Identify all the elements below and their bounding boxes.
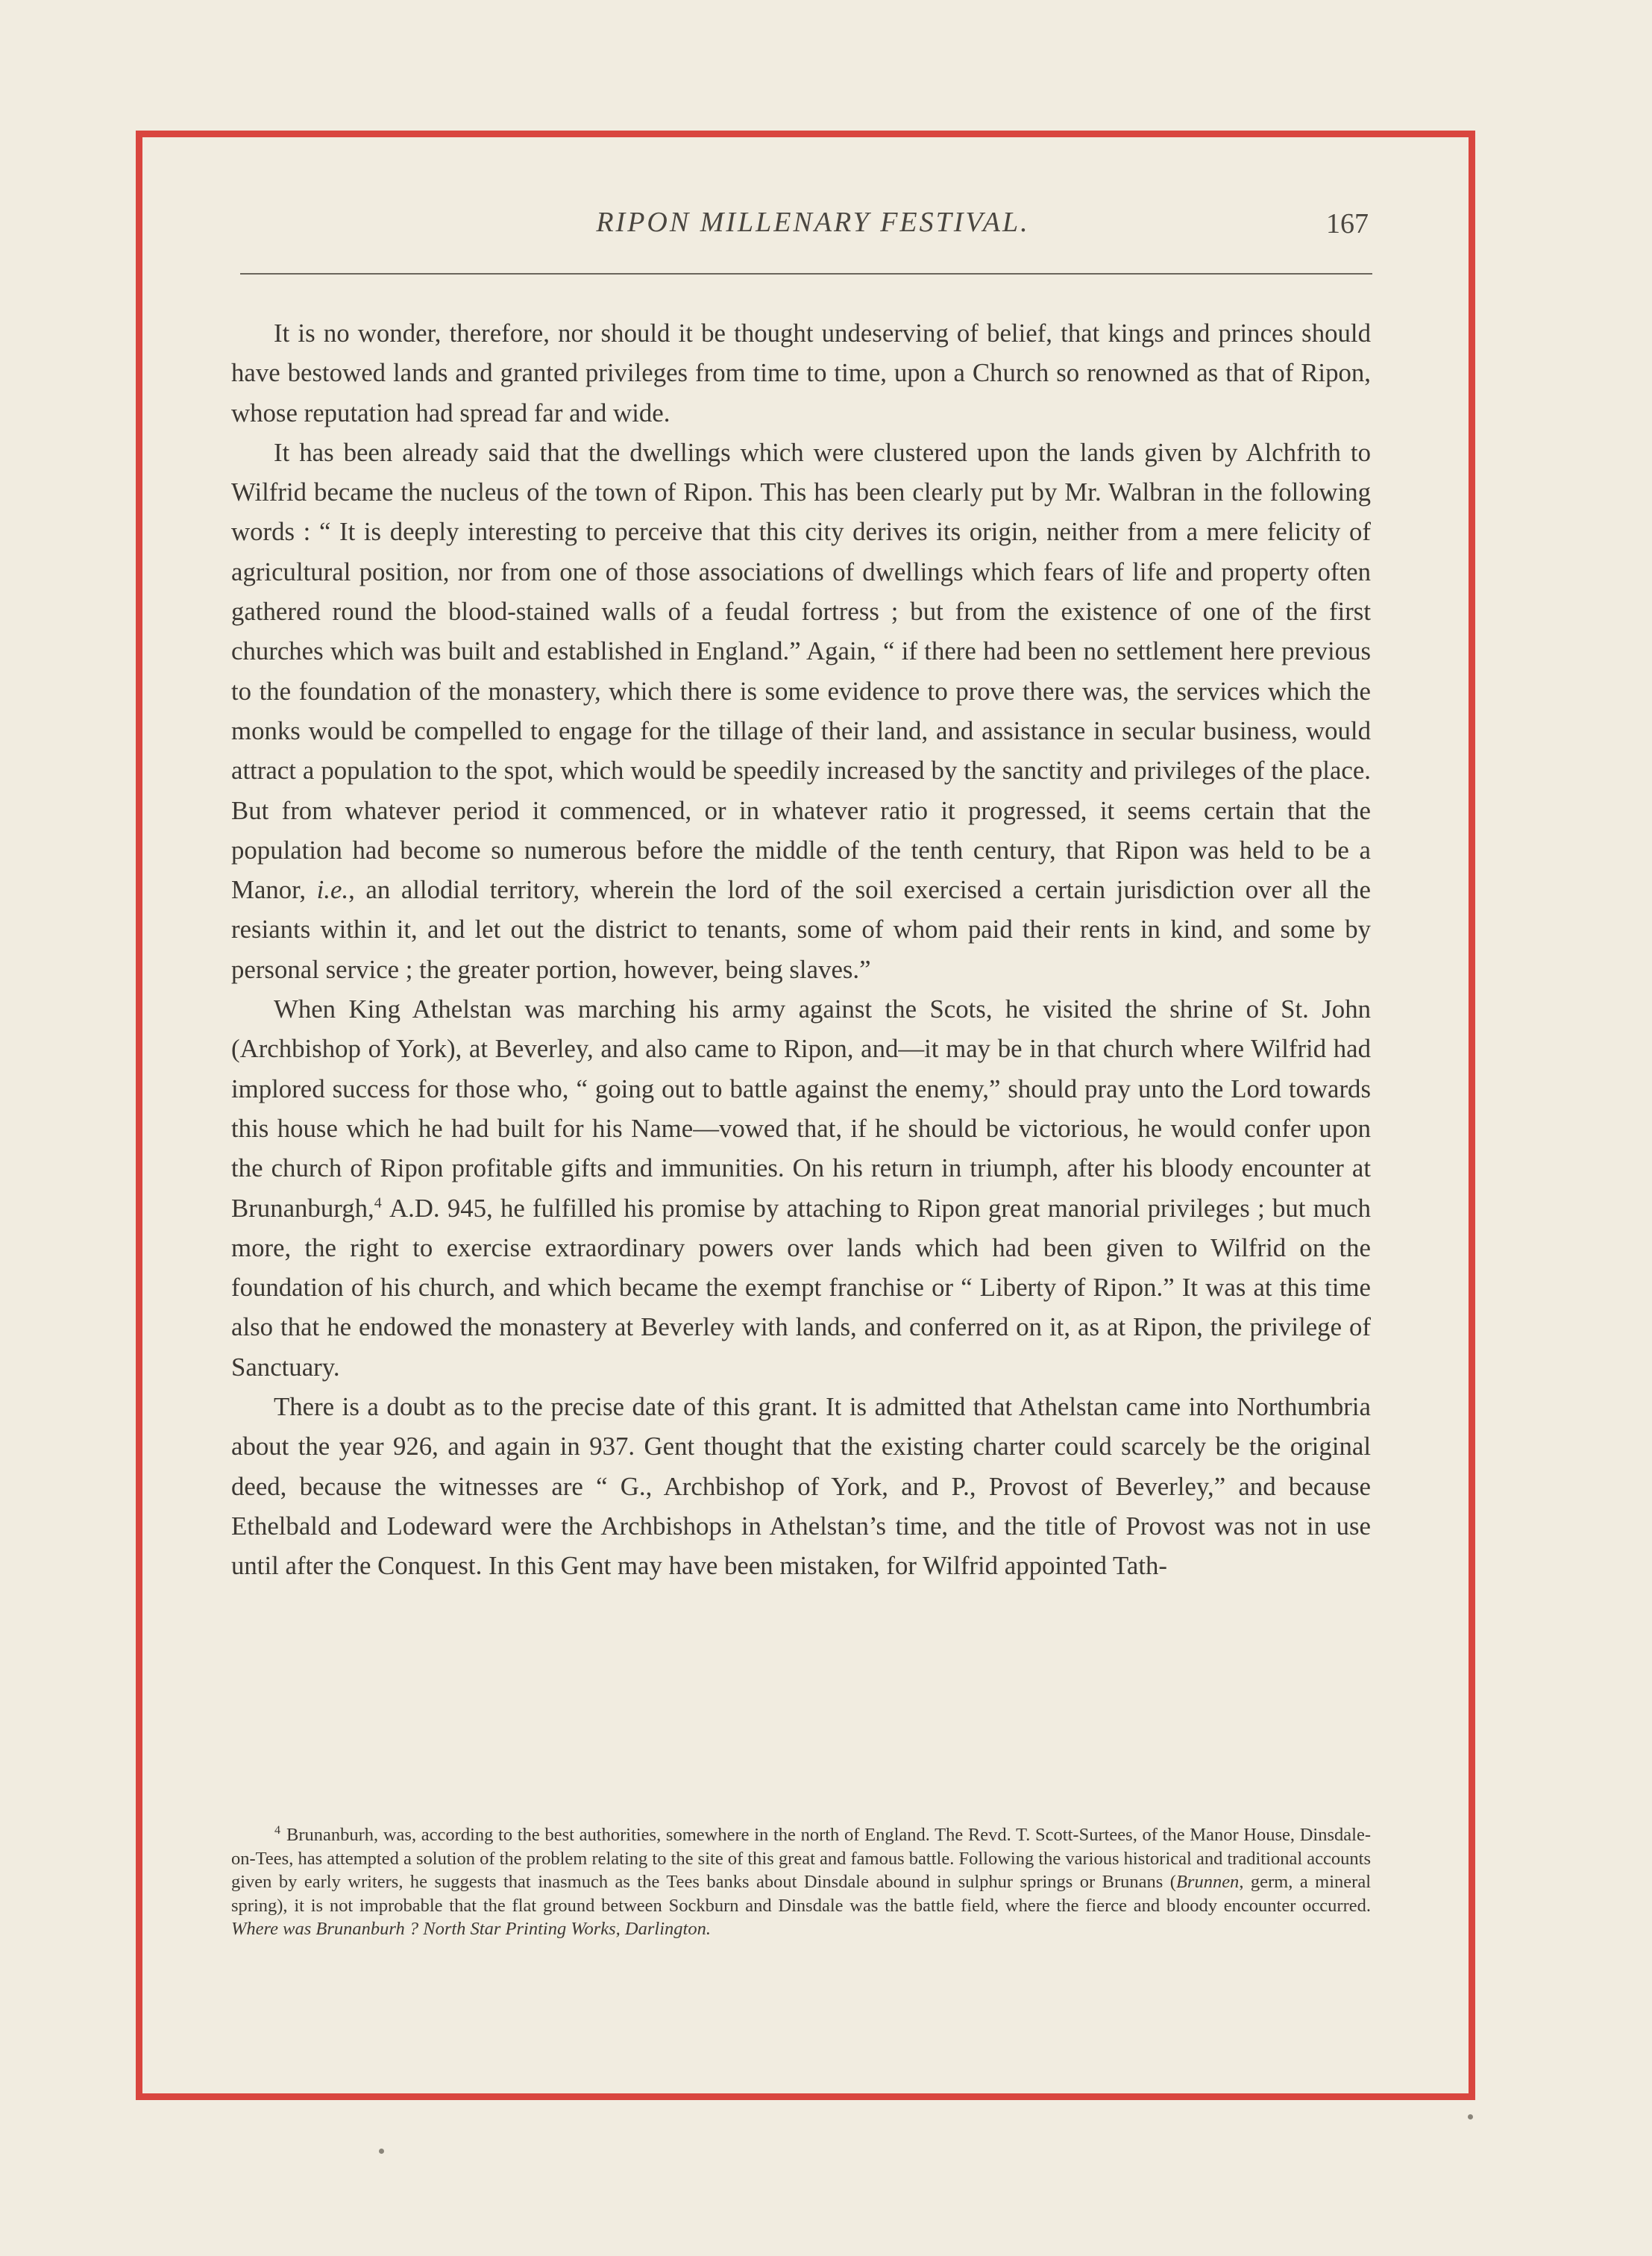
paper-speck <box>1468 2114 1473 2119</box>
italic-ie: i.e. <box>316 875 349 905</box>
footnote-reference: 4 <box>374 1194 382 1211</box>
footnote-citation: Where was Brunanburh ? North Star Printing Works, Darlington. <box>231 1919 711 1939</box>
footnote-italic-word: Brunnen <box>1175 1872 1240 1892</box>
page-number: 167 <box>1326 208 1369 239</box>
paragraph-2: It has been already said that the dwellings which were clustered upon the lands given by Alchfrith to Wilfrid became the nucleus of the town of Ripon. This has been clearly put by Mr. Walbran in the following words : “ It is deeply interesting to perceive that this city derives its origin, neither from a mere felicity of agricultural position, nor from one of those associations of dwellings which fears of life and property often gathered round the blood-stained walls of a feudal fortress ; but from the existence of one of the first churches which was built and established in England.” Again, “ if there had been no settlement here previous to the foundation of the monastery, which there is some evidence to prove there was, the services which the monks would be compelled to engage for the tillage of their land, and assistance in secular business, would attract a population to the spot, which would be speedily increased by the sanctity and privileges of the place. But from whatever period it commenced, or in whatever ratio it progressed, it seems certain that the population had become so numerous before the middle of the tenth century, that Ripon was held to be a Manor, i.e., an allodial territory, wherein the lord of the soil exercised a certain jurisdiction over all the resiants within it, and let out the district to tenants, some of whom paid their rents in kind, and some by personal service ; the greater portion, however, being slaves.” <box>231 437 1371 984</box>
body-text <box>231 313 1371 1586</box>
footnote-number: 4 <box>274 1823 280 1837</box>
header-rule <box>240 273 1372 275</box>
running-head-title: RIPON MILLENARY FESTIVAL. <box>596 207 1030 238</box>
paragraph-1: It is no wonder, therefore, nor should it be thought undeserving of belief, that kings and princes should have bestowed lands and granted privileges from time to time, upon a Church so renowned as that of Ripon, whose reputation had spread far and wide. <box>231 319 1371 427</box>
anno-domini: A.D. <box>389 1193 440 1223</box>
paragraph-3: When King Athelstan was marching his army against the Scots, he visited the shrine of St. John (Archbishop of York), at Beverley, and also came to Ripon, and—it may be in that church where Wilfrid had implored success for those who, “ going out to battle against the enemy,” should pray unto the Lord towards this house which he had built for his Name—vowed that, if he should be victorious, he would confer upon the church of Ripon profitable gifts and immunities. On his return in triumph, after his bloody encounter at Brunanburgh,$^4$ A.D. 945, he fulfilled his promise by attaching to Ripon great manorial privileges ; but much more, the right to exercise extraordinary powers over lands which had been given to Wilfrid on the foundation of his church, and which became the exempt franchise or “ Liberty of Ripon.” It was at this time also that he endowed the monastery at Beverley with lands, and conferred on it, as at Ripon, the privilege of Sanctuary. <box>231 994 1371 1382</box>
footnote: $^4$ Brunanburh, was, according to the best authorities, somewhere in the north of England. The Revd. T. Scott-Surtees, of the Manor House, Dinsdale-on-Tees, has attempted a solution of the problem relating to the site of this great and famous battle. Following the various historical and traditional accounts given by early writers, he suggests that inasmuch as the Tees banks about Dinsdale abound in sulphur springs or Brunans (Brunnen, germ, a mineral spring), it is not improbable that the flat ground between Sockburn and Dinsdale was the battle field, where the fierce and bloody encounter occurred. Where was Brunanburh ? North Star Printing Works, Darlington. <box>231 1823 1371 1939</box>
paragraph-4: There is a doubt as to the precise date of this grant. It is admitted that Athelstan came into Northumbria about the year 926, and again in 937. Gent thought that the existing charter could scarcely be the original deed, because the witnesses are “ G., Archbishop of York, and P., Provost of Beverley,” and because Ethelbald and Lodeward were the Archbishops in Athelstan’s time, and the title of Provost was not in use until after the Conquest. In this Gent may have been mistaken, for Wilfrid appointed Tath- <box>231 1392 1371 1581</box>
paper-speck <box>379 2149 384 2154</box>
